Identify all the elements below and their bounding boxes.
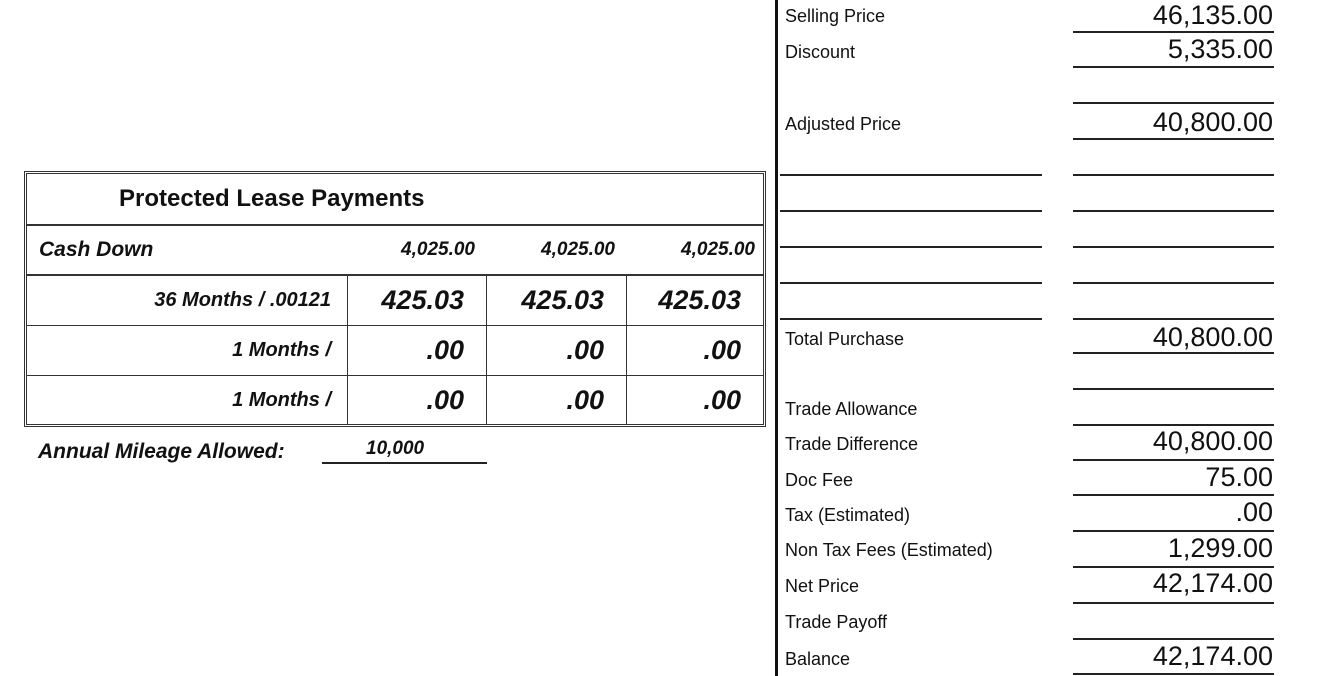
term-label: 36 Months / .00121 xyxy=(154,289,331,311)
adjusted-price-value: 40,800.00 xyxy=(1152,107,1273,137)
total-purchase-label: Total Purchase xyxy=(785,329,905,349)
rule xyxy=(1073,494,1274,496)
column-divider xyxy=(775,0,778,676)
lease-payments-table xyxy=(24,171,766,427)
payment-value: .00 xyxy=(486,376,626,424)
trade-difference-label: Trade Difference xyxy=(785,434,919,454)
payment-value: .00 xyxy=(626,376,763,424)
balance-value: 42,174.00 xyxy=(1152,641,1273,671)
cash-down-value-3: 4,025.00 xyxy=(681,239,755,260)
blank-rule xyxy=(1073,318,1274,320)
total-purchase-value: 40,800.00 xyxy=(1152,322,1273,352)
payment-value: 425.03 xyxy=(347,276,486,325)
blank-rule xyxy=(1073,282,1274,284)
blank-rule xyxy=(1073,246,1274,248)
payment-value: .00 xyxy=(347,376,486,424)
net-price-value: 42,174.00 xyxy=(1152,568,1273,598)
non-tax-fees-label: Non Tax Fees (Estimated) xyxy=(785,540,993,560)
tax-value: .00 xyxy=(1235,497,1273,527)
doc-fee-label: Doc Fee xyxy=(785,470,854,490)
rule xyxy=(1073,31,1274,33)
selling-price-label: Selling Price xyxy=(785,6,886,26)
rule xyxy=(1073,138,1274,140)
discount-value: 5,335.00 xyxy=(1167,34,1273,64)
rule xyxy=(1073,638,1274,640)
rule xyxy=(1073,388,1274,390)
non-tax-fees-value: 1,299.00 xyxy=(1167,533,1273,563)
payment-value: .00 xyxy=(626,326,763,375)
payment-value: .00 xyxy=(486,326,626,375)
discount-label: Discount xyxy=(785,42,856,62)
cash-down-value-1: 4,025.00 xyxy=(401,239,475,260)
blank-rule xyxy=(780,210,1042,212)
cash-down-row xyxy=(27,226,763,276)
balance-label: Balance xyxy=(785,649,851,669)
trade-payoff-label: Trade Payoff xyxy=(785,612,888,632)
payment-value: 425.03 xyxy=(486,276,626,325)
blank-rule xyxy=(1073,210,1274,212)
term-row xyxy=(27,376,763,424)
trade-difference-value: 40,800.00 xyxy=(1152,426,1273,456)
cash-down-value-2: 4,025.00 xyxy=(541,239,615,260)
rule xyxy=(1073,66,1274,68)
lease-title-row xyxy=(27,174,763,226)
blank-rule xyxy=(780,246,1042,248)
rule xyxy=(1073,602,1274,604)
rule xyxy=(1073,673,1274,675)
blank-rule xyxy=(780,174,1042,176)
trade-allowance-label: Trade Allowance xyxy=(785,399,918,419)
adjusted-price-label: Adjusted Price xyxy=(785,114,902,134)
tax-label: Tax (Estimated) xyxy=(785,505,911,525)
term-row xyxy=(27,326,763,376)
blank-rule xyxy=(780,318,1042,320)
net-price-label: Net Price xyxy=(785,576,860,596)
payment-value: 425.03 xyxy=(626,276,763,325)
doc-fee-value: 75.00 xyxy=(1205,462,1273,492)
selling-price-value: 46,135.00 xyxy=(1152,0,1273,30)
mileage-label: Annual Mileage Allowed: xyxy=(38,440,285,463)
term-label: 1 Months / xyxy=(232,388,331,411)
rule xyxy=(1073,352,1274,354)
rule xyxy=(1073,459,1274,461)
term-label: 1 Months / xyxy=(232,339,331,361)
cash-down-label: Cash Down xyxy=(39,238,154,261)
term-row xyxy=(27,276,763,326)
rule xyxy=(1073,102,1274,104)
mileage-value: 10,000 xyxy=(322,438,487,464)
lease-title: Protected Lease Payments xyxy=(119,185,425,212)
blank-rule xyxy=(780,282,1042,284)
blank-rule xyxy=(1073,174,1274,176)
payment-value: .00 xyxy=(347,326,486,375)
rule xyxy=(1073,530,1274,532)
